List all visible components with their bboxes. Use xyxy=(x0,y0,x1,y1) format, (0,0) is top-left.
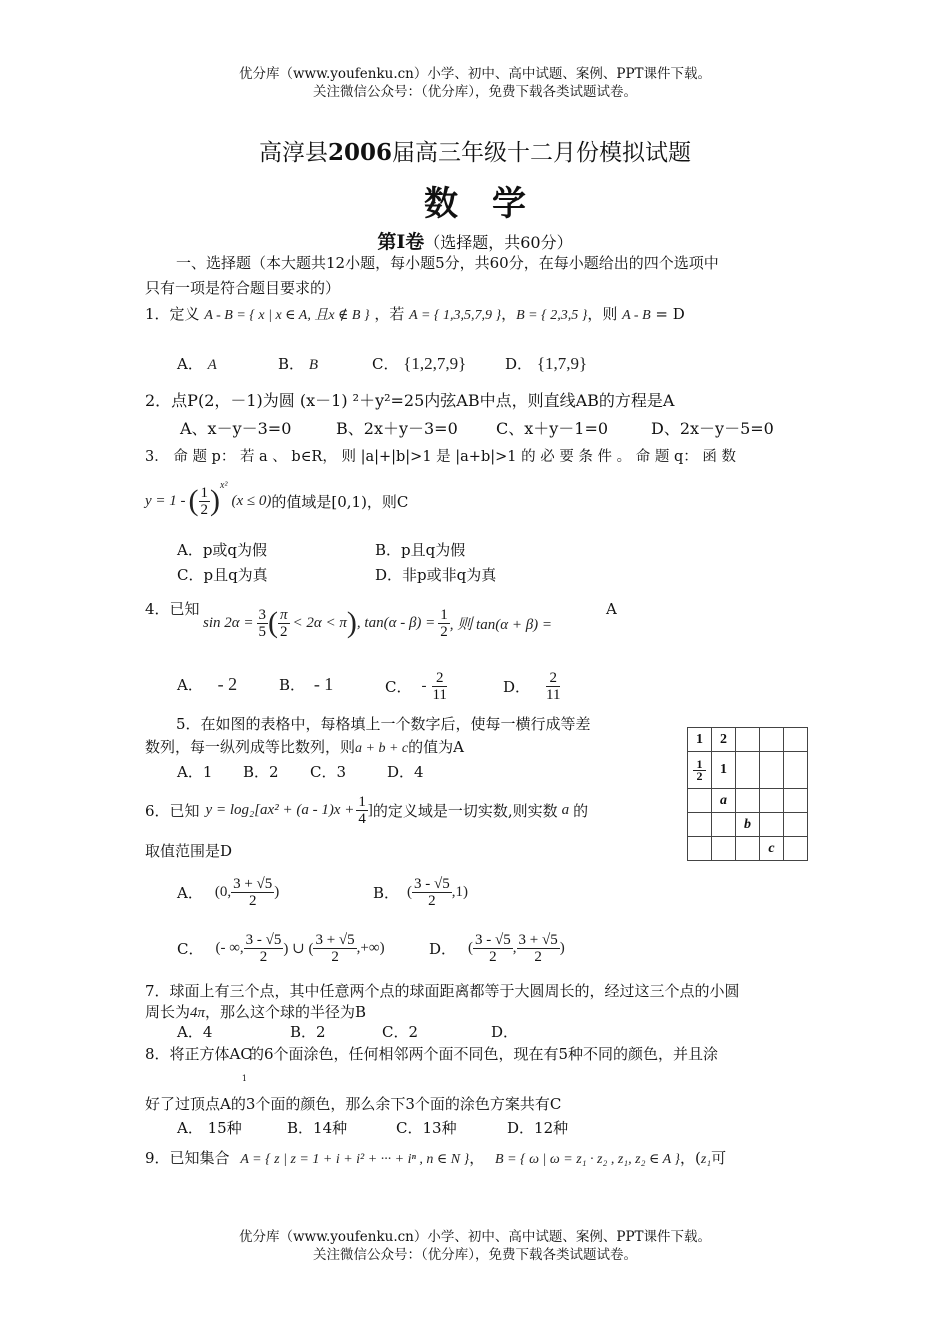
q2-option-c: C、x＋y－1=0 xyxy=(496,419,609,438)
q1-stem: 1．定义 A - B = { x | x ∈ A, 且x ∉ B } ，若 A = { 1,3,5,7,9 }，B = { 2,3,5 }，则 A - B = D xyxy=(145,305,685,323)
q6-option-d: D． ( $\frac{3 - √5}{2}$ , $\frac{3 + √5}{2}$ ) xyxy=(429,931,565,965)
q6-option-c: C． (- ∞, $\frac{3 - √5}{2}$ ) ∪ ( $\frac{3 + √5}{2}$ ,+∞) xyxy=(177,931,385,965)
q5-number-grid xyxy=(687,727,808,861)
q2-option-d: D、2x－y－5=0 xyxy=(651,419,774,438)
q9-stem: 9．已知集合 A = { z | z = 1 + i + i² + ··· + iⁿ , n ∈ N }， B = { ω | ω = z₁ · z₂ , z₁, z₂ ∈ A }，(z₁可 xyxy=(145,1149,727,1167)
grid-cell-c: c xyxy=(760,837,784,861)
section-heading: 第Ⅰ卷（选择题，共60分） xyxy=(377,231,573,253)
q3-stem-line1: 3． 命 题 p： 若 a 、 b∈R， 则 |a|+|b|>1 是 |a+b|>1 的 必 要 条 件 。 命 题 q： 函 数 xyxy=(145,449,736,465)
q2-stem: 2．点P(2，－1)为圆 (x－1) ²＋y²=25内弦AB中点，则直线AB的方程是A xyxy=(145,391,675,410)
q6-stem-line1: 6．已知 y = log₂[ax² + (a - 1)x + $\frac{1}{4}$ ] 的定义域是一切实数,则实数 a 的 xyxy=(145,793,589,827)
q7-option-a: A．4 xyxy=(177,1023,213,1041)
q8-stem-line2: 好了过顶点A的3个面的颜色，那么余下3个面的涂色方案共有C xyxy=(145,1095,562,1113)
q4-lead: 4．已知 xyxy=(145,600,200,618)
q3-function: y = 1 - ( $\frac{1}{2}$ ) x² (x ≤ 0) 的值域是[0,1)，则C xyxy=(145,480,409,518)
q4-option-b: B． - 1 xyxy=(279,674,334,694)
q5-stem-line1: 5．在如图的表格中，每格填上一个数字后，使每一横行成等差 xyxy=(176,715,591,733)
grid-cell: 1 xyxy=(712,752,736,789)
instructions-line2: 只有一项是符合题目要求的） xyxy=(145,279,341,297)
q1-option-c: C． {1,2,7,9} xyxy=(372,354,467,373)
q5-option-a: A．1 xyxy=(177,763,213,781)
q4-option-d: D． $\frac{2}{11}$ xyxy=(503,669,561,703)
subject-title: 数学 xyxy=(424,184,560,224)
q7-option-c: C．2 xyxy=(382,1023,419,1041)
page-header-line2: 关注微信公众号：（优分库），免费下载各类试题试卷。 xyxy=(313,84,637,100)
q3-option-d: D．非p或非q为真 xyxy=(375,566,497,584)
q1-option-a: A． A xyxy=(177,355,217,373)
grid-cell-a: a xyxy=(712,789,736,813)
q8-option-b: B．14种 xyxy=(287,1119,348,1137)
q2-option-a: A、x－y－3=0 xyxy=(180,419,292,438)
instructions-line1: 一、选择题（本大题共12小题，每小题5分，共60分，在每小题给出的四个选项中 xyxy=(176,254,719,272)
q7-option-b: B．2 xyxy=(290,1023,326,1041)
q7-stem-line1: 7．球面上有三个点，其中任意两个点的球面距离都等于大圆周长的，经过这三个点的小圆 xyxy=(145,982,740,1000)
q5-option-d: D．4 xyxy=(387,763,424,781)
grid-cell-fraction: 1 2 xyxy=(688,752,712,789)
q6-option-a: A． (0, $\frac{3 + √5}{2}$ ) xyxy=(177,875,280,909)
q7-option-d: D． xyxy=(491,1023,519,1041)
page-header-line1: 优分库（www.youfenku.cn）小学、初中、高中试题、案例、PPT课件下载。 xyxy=(238,66,712,82)
page-footer-line2: 关注微信公众号：（优分库），免费下载各类试题试卷。 xyxy=(313,1247,637,1263)
q8-option-c: C．13种 xyxy=(396,1119,457,1137)
q6-option-b: B． ( $\frac{3 - √5}{2}$ ,1) xyxy=(373,875,469,909)
q7-stem-line2: 周长为4π，那么这个球的半径为B xyxy=(145,1003,367,1021)
q5-option-b: B．2 xyxy=(243,763,279,781)
q2-option-b: B、2x＋y－3=0 xyxy=(336,419,458,438)
q1-option-b: B． B xyxy=(278,355,318,373)
q8-option-a: A． 15种 xyxy=(177,1119,242,1137)
exam-title: 高淳县2006届高三年级十二月份模拟试题 xyxy=(258,139,691,166)
q3-option-c: C．p且q为真 xyxy=(177,566,268,584)
grid-cell-b: b xyxy=(736,813,760,837)
q5-option-c: C．3 xyxy=(310,763,347,781)
q4-option-c: C． - $\frac{2}{11}$ xyxy=(385,669,447,703)
q4-formula: sin 2α = $\frac{3}{5}$ ( $\frac{\pi}{2}$ < 2α < π ) , tan(α - β) = $\frac{1}{2}$ , 则 tan(α + β) = xyxy=(203,606,553,640)
q8-stem-line1: 8．将正方体$AC_1$的6个面涂色，任何相邻两个面不同色，现在有5种不同的颜色，并且涂 xyxy=(145,1045,719,1083)
q8-option-d: D．12种 xyxy=(507,1119,569,1137)
q6-stem-line2: 取值范围是D xyxy=(145,842,233,860)
q3-option-b: B．p且q为假 xyxy=(375,541,466,559)
q1-option-d: D． {1,7,9} xyxy=(505,354,588,373)
q5-stem-line2: 数列，每一纵列成等比数列，则a + b + c的值为A xyxy=(145,738,464,756)
q3-option-a: A．p或q为假 xyxy=(177,541,268,559)
q4-answer: A xyxy=(606,600,617,618)
page-footer-line1: 优分库（www.youfenku.cn）小学、初中、高中试题、案例、PPT课件下载。 xyxy=(238,1229,712,1245)
grid-cell: 2 xyxy=(712,728,736,752)
grid-cell: 1 xyxy=(688,728,712,752)
q4-option-a: A． - 2 xyxy=(177,674,238,694)
